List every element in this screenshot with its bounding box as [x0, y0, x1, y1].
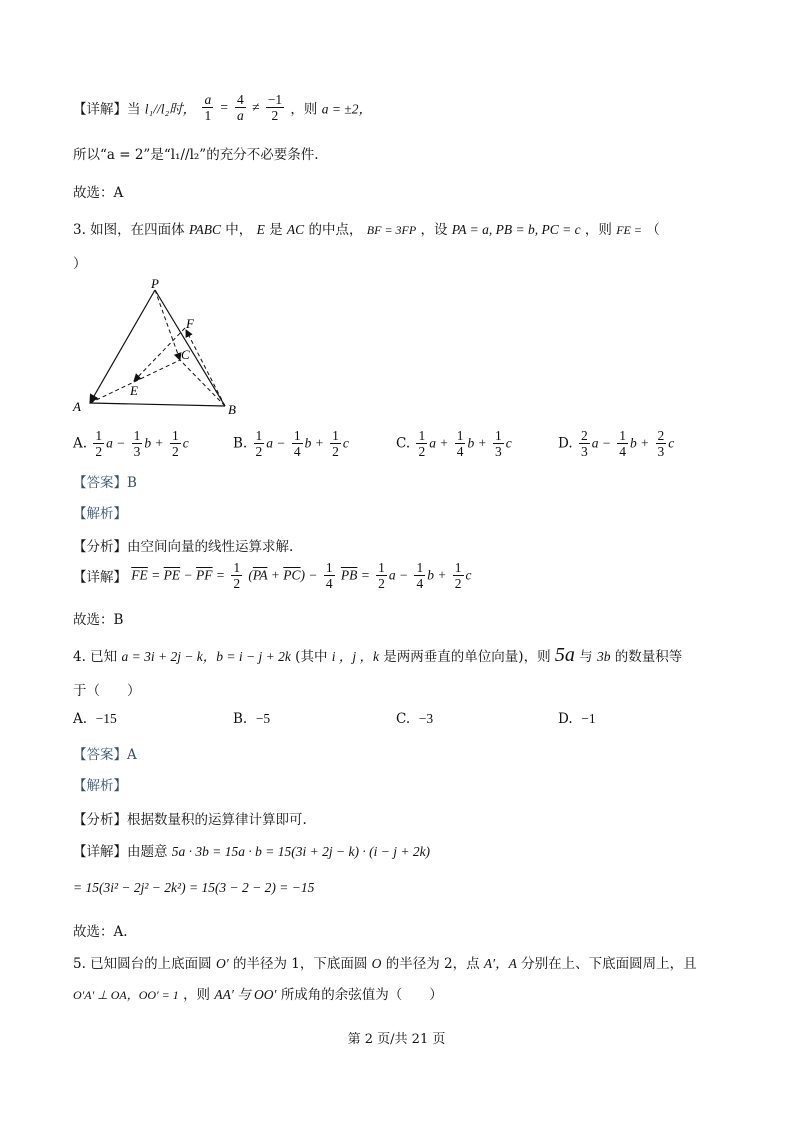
sufficient-condition-line: 所以“a = 2”是“l₁//l₂”的充分不必要条件.	[73, 147, 319, 163]
fe-vector: FE =	[616, 223, 642, 237]
vector-3b: 3b	[596, 649, 611, 664]
q3-option-a[interactable]: A. $\frac{1}{2}$ a − $\frac{1}{3}$ b + $\frac{1}{2}$ c	[73, 428, 189, 459]
label-c: C	[181, 347, 190, 362]
parallel-condition: l₁//l₂时，	[144, 101, 197, 117]
page-footer: 第 2 页/共 21 页	[347, 1032, 446, 1047]
q4-detail-line1: 【详解】由题意 5a · 3b = 15a · b = 15(3i + 2j − k) · (i − j + 2k)	[73, 844, 431, 860]
q3-conclusion: 故选：B	[73, 612, 124, 628]
q3-answer: 【答案】B	[73, 475, 137, 491]
label-b: B	[228, 402, 236, 417]
q4-conclusion: 故选：A.	[73, 924, 128, 940]
label-e: E	[130, 383, 138, 398]
edge-fe	[134, 328, 185, 381]
result-a: a = ±2，	[321, 101, 372, 117]
edge-pa	[90, 290, 155, 403]
edge-pb	[155, 290, 225, 406]
q4-detail-line2: = 15(3i² − 2j² − 2k²) = 15(3 − 2 − 2) = −15	[73, 880, 315, 895]
label-p: P	[151, 278, 159, 291]
q4-option-d[interactable]: D. −1	[558, 711, 596, 727]
detail-tag: 【详解】当	[73, 101, 141, 118]
q4-fenxi: 【分析】根据数量积的运算律计算即可.	[73, 812, 307, 828]
q4-stem-line1: 4. 已知 a = 3i + 2j − k，b = i − j + 2k (其中 i ，j ，k 是两两垂直的单位向量)，则 5a 与 3b 的数量积等	[73, 644, 683, 666]
q3-option-d[interactable]: D. $\frac{2}{3}$ a − $\frac{1}{4}$ b + $\frac{2}{3}$ c	[558, 428, 675, 459]
q3-stem-line1: 3. 如图，在四面体 PABC 中， E 是 AC 的中点， BF = 3FP ，设 PA = a, PB = b, PC = c ，则 FE = （	[73, 222, 660, 238]
edge-bf	[186, 330, 225, 406]
q4-stem-line2: 于（ ）	[73, 683, 141, 699]
tetrahedron-diagram	[70, 278, 250, 418]
edge-ab	[90, 403, 225, 406]
label-a: A	[73, 399, 81, 414]
bf-relation: BF = 3FP	[366, 223, 417, 237]
q3-stem-paren-close: ）	[73, 256, 87, 272]
q5-stem-line1: 5. 已知圆台的上底面圆 O′ 的半径为 1，下底面圆 O 的半径为 2，点 A′，A 分别在上、下底面圆周上，且	[73, 956, 697, 972]
fraction-neg1-over-2: $\frac{-1}{2}$	[267, 92, 283, 123]
q4-option-a[interactable]: A. −15	[73, 711, 117, 727]
q3-option-c[interactable]: C. $\frac{1}{2}$ a + $\frac{1}{4}$ b + $\frac{1}{3}$ c	[396, 428, 512, 459]
q4-answer: 【答案】A	[73, 747, 137, 763]
q3-analysis-heading: 【解析】	[73, 506, 127, 522]
edge-bc	[180, 360, 225, 406]
fraction-a-over-1: $\frac{a}{1}$	[204, 92, 212, 123]
detail-line-q2: 【详解】当 l₁//l₂时， $\frac{a}{1}$ = $\frac{4}{a}$ ≠ $\frac{-1}{2}$ ，则 a = ±2，	[73, 92, 372, 123]
q4-option-c[interactable]: C. −3	[396, 711, 434, 727]
label-f: F	[186, 316, 194, 331]
q3-option-b[interactable]: B. $\frac{1}{2}$ a − $\frac{1}{4}$ b + $\frac{1}{2}$ c	[233, 428, 349, 459]
fraction-4-over-a: $\frac{4}{a}$	[236, 92, 244, 123]
q4-analysis-heading: 【解析】	[73, 778, 127, 794]
vectors-a-b: a = 3i + 2j − k，b = i − j + 2k	[121, 649, 291, 664]
vector-definitions: PA = a, PB = b, PC = c	[451, 222, 581, 237]
q3-detail: 【详解】 $\overline{FE} = \overline{PE} - \overline{PF}$ = $\frac{1}{2}$ $(\overline{PA} + \overline{PC})$ − $\frac{1}{4}$ $\overline{PB}$ = $\frac{1}{2}$ a − $\frac{1}{4}$ b + $\frac{1}{2}$ c	[73, 560, 472, 591]
q3-fenxi: 【分析】由空间向量的线性运算求解.	[73, 539, 294, 555]
vector-5a: 5a	[554, 644, 575, 666]
q5-stem-line2: O′A′ ⊥ OA，OO′ = 1 ，则 AA′ 与 OO′ 所成角的余弦值为（ ）	[73, 987, 443, 1003]
choice-line-q2: 故选：A	[73, 185, 124, 201]
q4-option-b[interactable]: B. −5	[233, 711, 271, 727]
